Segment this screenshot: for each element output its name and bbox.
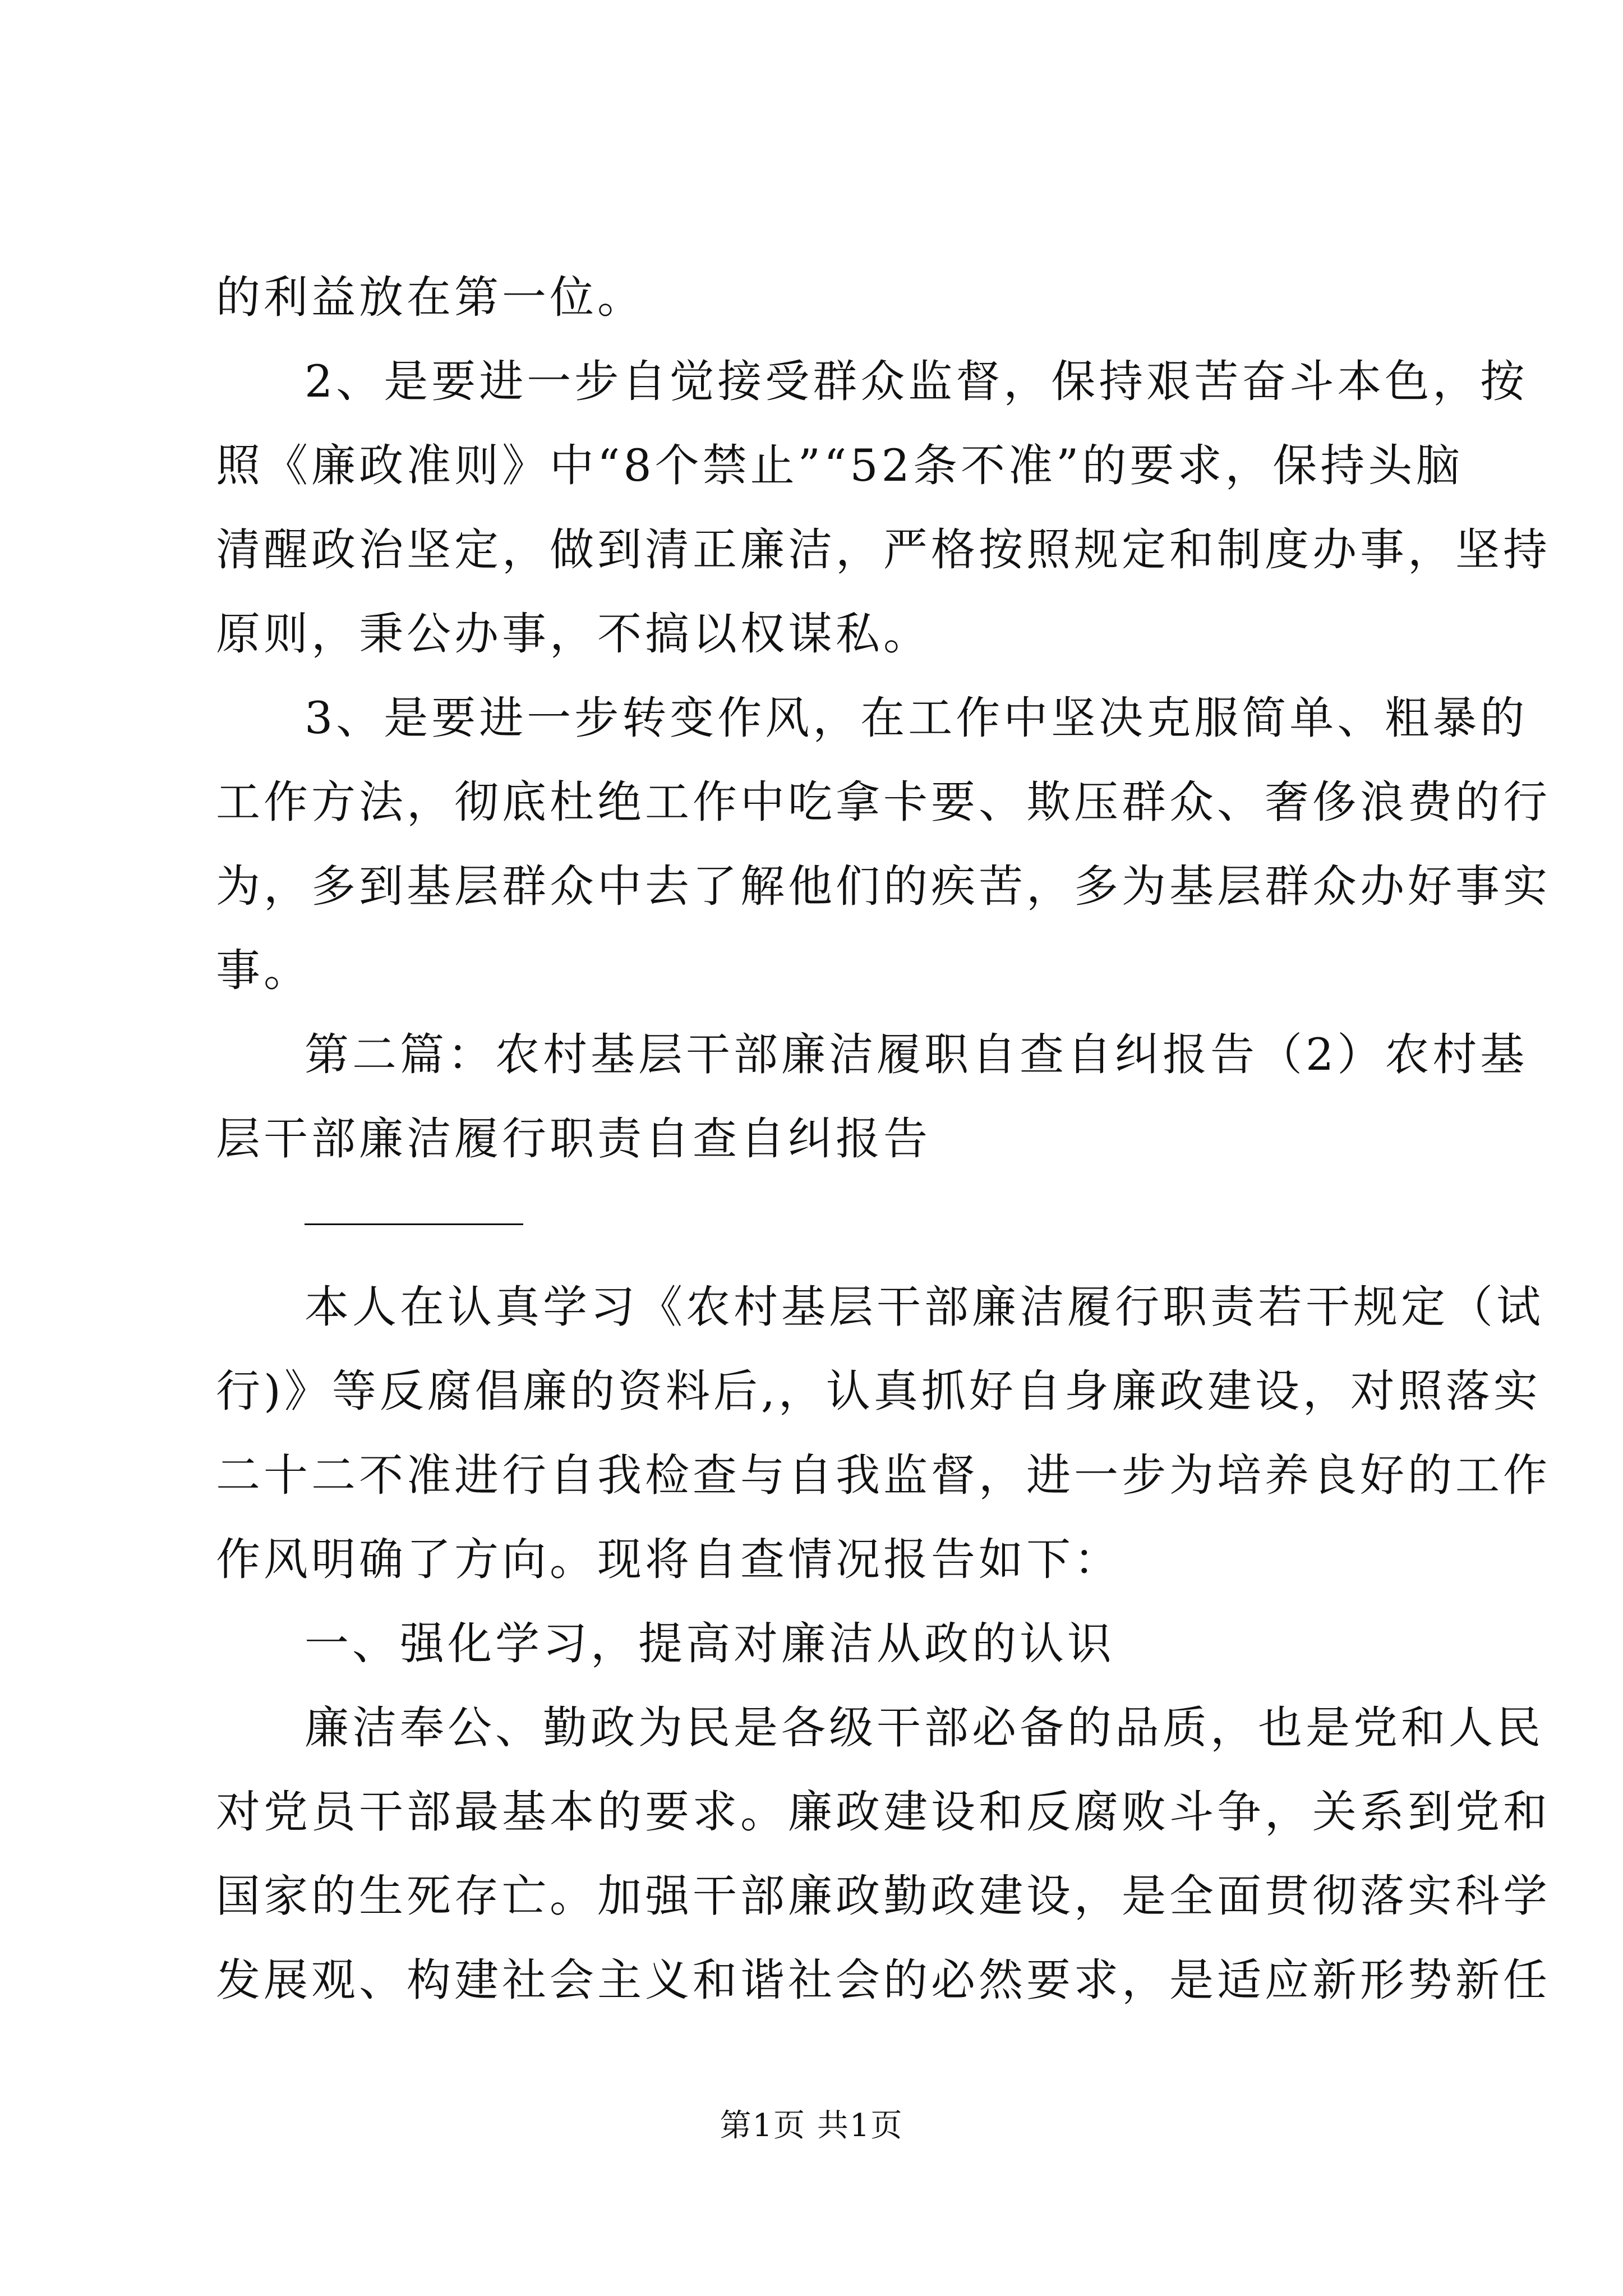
- text-line: 2、是要进一步自觉接受群众监督，保持艰苦奋斗本色，按: [305, 356, 1528, 407]
- horizontal-rule: [216, 1181, 1416, 1265]
- subheading-line: 一、强化学习，提高对廉洁从政的认识: [305, 1618, 1115, 1669]
- text-line: 工作方法，彻底杜绝工作中吃拿卡要、欺压群众、奢侈浪费的行: [216, 776, 1551, 828]
- section-heading-line: 第二篇：农村基层干部廉洁履职自查自纠报告（2）农村基: [305, 1029, 1528, 1080]
- text-line: 廉洁奉公、勤政为民是各级干部必备的品质，也是党和人民: [305, 1702, 1544, 1754]
- text-line: 3、是要进一步转变作风，在工作中坚决克服简单、粗暴的: [305, 692, 1528, 744]
- text-line: 事。: [216, 945, 311, 996]
- section-heading-line: 层干部廉洁履行职责自查自纠报告: [216, 1113, 931, 1165]
- text-line: 发展观、构建社会主义和谐社会的必然要求，是适应新形势新任: [216, 1954, 1551, 2006]
- text-line: 本人在认真学习《农村基层干部廉洁履行职责若干规定（试: [305, 1281, 1544, 1333]
- text-line: 照《廉政准则》中“8个禁止”“52条不准”的要求，保持头脑: [216, 440, 1464, 491]
- document-body: [216, 255, 1551, 2022]
- text-line: 原则，秉公办事，不搞以权谋私。: [216, 608, 931, 660]
- text-line: 二十二不准进行自我检查与自我监督，进一步为培养良好的工作: [216, 1450, 1551, 1501]
- text-line: 对党员干部最基本的要求。廉政建设和反腐败斗争，关系到党和: [216, 1786, 1551, 1838]
- text-line: 的利益放在第一位。: [216, 272, 645, 323]
- page-footer: [0, 2104, 1623, 2148]
- text-line: 为，多到基层群众中去了解他们的疾苦，多为基层群众办好事实: [216, 861, 1551, 912]
- text-line: 行)》等反腐倡廉的资料后,，认真抓好自身廉政建设，对照落实: [216, 1365, 1541, 1417]
- text-line: 清醒政治坚定，做到清正廉洁，严格按照规定和制度办事，坚持: [216, 524, 1551, 576]
- page-number: 第1页 共1页: [720, 2108, 903, 2144]
- text-line: 作风明确了方向。现将自查情况报告如下：: [216, 1534, 1122, 1585]
- text-line: 国家的生死存亡。加强干部廉政勤政建设，是全面贯彻落实科学: [216, 1870, 1551, 1922]
- dash-divider: [305, 1223, 523, 1225]
